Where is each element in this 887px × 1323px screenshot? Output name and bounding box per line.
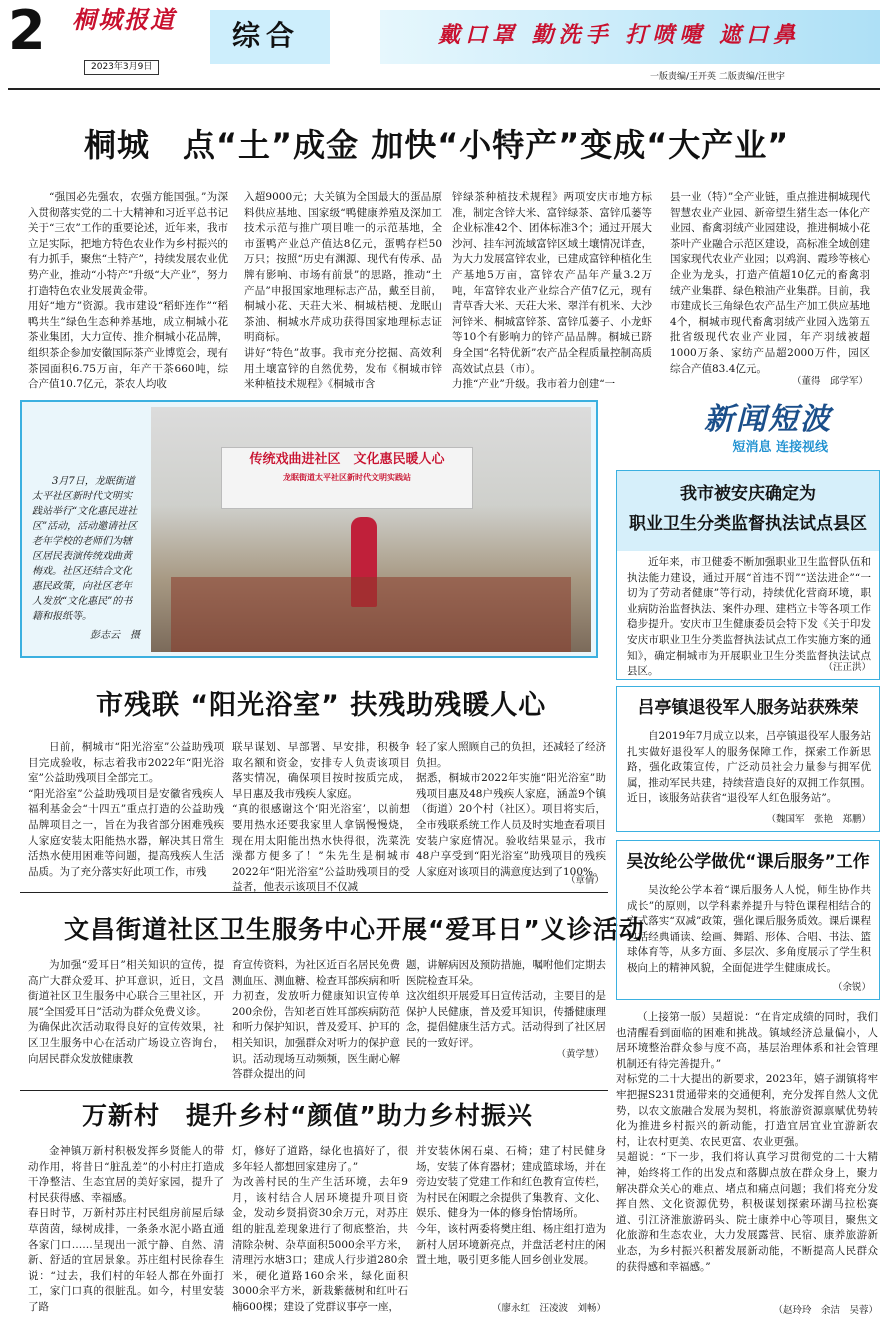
article3-col2-text: 育宣传资料，为社区近百名居民免费测血压、测血糖、检查耳部疾病和听力初查，发放听力健康知识宣传单200余份，告知老百姓耳部疾病防范和听力保护知识，普及爱耳、护耳的相关知识，加强群众对听力的保护意识。活动现场互动频频，医生耐心解答群众提出的问	[232, 959, 400, 1081]
article2-column-2	[232, 740, 410, 894]
news-briefs-subtitle: 短消息 连接视线	[732, 440, 828, 455]
lead-column-4	[670, 190, 870, 376]
brief-3-text: 吴汝纶公学本着“课后服务人人悦，师生协作共成长”的原则，以学科素养提升与特色课程相结合的方式落实“双减”政策，强化课后服务质效。课后课程包括经典诵读、绘画、舞蹈、形体、合唱、书法、篮球体育等，从多方面、多层次、多角度展示了学生积极向上的精神风貌，全面促进学生健康成长。	[627, 884, 871, 974]
photo-banner-subtext: 龙眠街道太平社区新时代文明实践站	[283, 473, 411, 482]
article4-column-2	[232, 1144, 408, 1316]
article2-column-3	[416, 740, 606, 878]
lead-col1-text: “强国必先强农，农强方能国强。”为深入贯彻落实党的二十大精神和习近平总书记关于“三农”工作的重要论述，近年来，我市立足实际，把地方特色农业作为乡村振兴的有力抓手，聚焦“土特产”，持续发展农业优势产业，推动“小特产”升级“大产业”，努力打造特色农业发展黄金带。 用好“地方”资源。我市建设“稻虾连作”“稻鸭共生”绿色生态种养基地，成立桐城小花茶业集团，大力宣传、推介桐城小花品牌，组织茶企参加安徽国际茶产业博览会，现有茶园面积6.75万亩，年产干茶660吨，综合产值10.7亿元，茶农人均收	[28, 191, 228, 391]
continued-article	[616, 1010, 878, 1300]
paper-logo: 桐城报道	[72, 5, 176, 34]
article4-col2-text: 灯，修好了道路，绿化也搞好了，很多年轻人都想回家建房了。” 为改善村民的生产生活环境，去年9月，该村结合人居环境提升项目资金，发动乡贤捐资30余万元，对苏庄组的脏乱差现象进行了彻底整治，共清除杂树、杂草面积5000余平方米，清理污水塘3口；建成人行步道280余米，硬化道路160余米，绿化面积3000余平方米，新栽紫薇树和红叶石楠600棵；建设了党群议事亭一座，	[232, 1145, 408, 1313]
brief-1-byline: （汪正洪）	[823, 662, 871, 673]
brief-1-head	[617, 471, 879, 551]
news-briefs-title: 新闻短波	[704, 402, 832, 437]
article3-headline: 文昌街道社区卫生服务中心开展“爱耳日”义诊活动	[64, 915, 645, 944]
issue-date: 2023年3月9日	[84, 60, 159, 75]
photo-banner-text: 传统戏曲进社区 文化惠民暖人心	[249, 452, 445, 467]
photo-caption	[32, 474, 140, 643]
lead-col3-text: 锌绿茶种植技术规程》两项安庆市地方标准，制定含锌大米、富锌绿茶、富锌瓜蒌等企业标准42个、团体标准3个；通过开展大沙河、挂车河流域富锌区域土壤情况详查，为大力发展富锌农业，已建成富锌种植化生产基地5万亩，富锌农产品年产量3.2万吨，年富锌农业产业综合产值7亿元，现有青草香大米、天荘大米、翠洋有机米、大沙河锌米、桐城富锌茶、富锌瓜蒌子、小龙虾等10个有影响力的锌产品品牌。桐城已跻身全国“名特优新”农产品全程质量控制高质高效试点县（市）。 力推“产业”升级。我市着力创建“一	[452, 191, 652, 391]
article4-column-1	[28, 1144, 224, 1316]
page-number: 2	[8, 0, 46, 62]
brief-3-title: 吴汝纶公学做优“课后服务”工作	[626, 852, 870, 872]
section-name: 综合	[232, 19, 301, 52]
lead-column-1	[28, 190, 228, 390]
photo-caption-text: 3月7日，龙眠街道太平社区新时代文明实践站举行“文化惠民进社区”活动，活动邀请社区老年学校的老师们为辖区居民表演传统戏曲黄梅戏。社区还结合文化惠民政策，向社区老年人发放“文化惠民”的书籍和报纸等。	[32, 476, 138, 622]
brief-1-text: 近年来，市卫健委不断加强职业卫生监督队伍和执法能力建设，通过开展“首违不罚”“送法进企”“一切为了劳动者健康”等行动，持续优化营商环境，职业病防治监督执法、案件办理、建档立卡等各项工作稳步提升。安庆市卫生健康委员会特下发《关于印发安庆市职业卫生分类监督执法试点工作实施方案的通知》，确定桐城市为开展职业卫生分类监督执法试点县区。	[627, 556, 871, 678]
article2-headline: 市残联 “阳光浴室” 扶残助残暖人心	[96, 690, 547, 721]
article3-byline: （黄学慧）	[556, 1049, 604, 1060]
event-photo	[151, 407, 591, 652]
slogan-text: 戴口罩 勤洗手 打喷嚏 遮口鼻	[438, 22, 800, 48]
brief-2-text: 自2019年7月成立以来，吕亭镇退役军人服务站扎实做好退役军人的服务保障工作，探索工作新思路，强化政策宣传，广泛动员社会力量参与拥军优属，推动军民共建，持续营造良好的双拥工作氛围。近日，该服务站获省“退役军人红色服务站”。	[627, 730, 871, 805]
article2-col2-text: 联早谋划、早部署、早安排，积极争取名额和资金，安排专人负责该项目落实情况，确保项目按时按质完成，早日惠及我市残疾人家庭。 “真的很感谢这个‘阳光浴室’，以前想要用热水还要我家里人拿锅慢慢烧，现在用太阳能出热水快得很，洗菜洗澡都方便多了！”朱先生是桐城市2022年“阳光浴室”公益助残项目的受益者，他表示该项目不仅减	[232, 741, 410, 894]
article3-col1-text: 为加强“爱耳日”相关知识的宣传，提高广大群众爱耳、护耳意识，近日，文昌街道社区卫生服务中心联合三里社区，开展“全国爱耳日”活动为群众免费义诊。 为确保此次活动取得良好的宣传效果，社区卫生服务中心在活动广场设立咨询台，向居民群众发放健康教	[28, 959, 224, 1065]
lead-col4-text: 县一业（特）”全产业链，重点推进桐城现代智慧农业产业园、新帝望生猪生态一体化产业园、畜禽羽绒产业园建设，推进桐城小花茶叶产业融合示范区建设，高标准全域创建国家现代农业产业园；以鸡润、霞珍等核心企业为龙头，打造产值超10亿元的畜禽羽绒产业集群、绿色粮油产业集群。目前，我市建成长三角绿色农产品生产加工供应基地4个，桐城市现代畜禽羽绒产业园入选第五批省级现代农业产业园，年产羽绒被超1000万条、家纺产品超2000万件，园区综合产值83.4亿元。	[670, 191, 870, 375]
brief-1-title-line1: 我市被安庆确定为	[680, 484, 816, 504]
article3-col3-text: 题，讲解病因及预防措施，嘱咐他们定期去医院检查耳朵。 这次组织开展爱耳日宣传活动，主要目的是保护人民健康，普及爱耳知识，传播健康理念，提倡健康生活方式。活动得到了社区居民的一致好评。	[406, 959, 606, 1049]
article4-column-3	[416, 1144, 606, 1300]
brief-1	[616, 470, 880, 680]
article3-column-2	[232, 958, 400, 1086]
photo-credit: 彭志云 摄	[90, 630, 140, 641]
continued-article-text: （上接第一版）吴超说：“在肯定成绩的同时，我们也清醒看到面临的困难和挑战。镇域经济总量偏小，人居环境整治群众参与度不高，基层治理体系和社会管理机制还有待完善提升。” 对标党的二十大提出的新要求，2023年，嬉子湖镇将牢牢把握S231贯通带来的交通便利，充分发挥自然人文优势，以农文旅融合发展为契机，将旅游资源禀赋优势转化为推进乡村振兴的新动能，打造宜居宜业宜游新农村，让农村更美、农民更富、农业更强。 吴超说：“下一步，我们将认真学习贯彻党的二十大精神，始终将工作的出发点和落脚点放在群众身上，聚力解决群众关心的难点、堵点和痛点问题；我们将充分发挥自然、文化资源优势，积极谋划探索环湖马拉松赛道、引江济淮旅游码头、院士康养中心等项目，聚焦文化旅游和生态农业，大力发展露营、民宿、康养旅游新业态，为乡村振兴积蓄发展新动能，不断提高人民群众的获得感和幸福感。”	[616, 1011, 878, 1273]
article4-headline: 万新村 提升乡村“颜值”助力乡村振兴	[82, 1101, 533, 1130]
article2-byline: （章倩）	[565, 875, 604, 886]
article4-col1-text: 金神镇万新村积极发挥乡贤能人的带动作用，将昔日“脏乱差”的小村庄打造成干净整洁、生态宜居的美好家园，提升了村民获得感、幸福感。 春日时节，万新村苏庄村民组房前屋后绿草茵茵，绿树成排，一条条水泥小路直通各家门口……呈现出一派宁静、自然、清新、舒适的宜居景象。苏庄组村民徐春生说：“过去，我们村的年轻人都在外面打工，家门口真的很脏乱。如今，村里安装了路	[28, 1145, 224, 1313]
photo-stage-banner	[221, 447, 473, 509]
article2-col1-text: 日前，桐城市“阳光浴室”公益助残项目完成验收，标志着我市2022年“阳光浴室”公益助残项目全部完工。 “阳光浴室”公益助残项目是安徽省残疾人福利基金会“十四五”重点打造的公益助残品牌项目之一，旨在为我省部分困难残疾人家庭安装太阳能热水器，解决其日常生活热水使用困难等问题，提高残疾人生活品质。为了充分落实好此项工作，市残	[28, 741, 224, 878]
lead-byline: （董得 邱学军）	[791, 376, 868, 387]
brief-3	[616, 840, 880, 1000]
article4-byline: （廖永红 汪凌波 刘畅）	[491, 1303, 606, 1314]
article4-col3-text: 并安装休闲石桌、石椅；建了村民健身场，安装了体育器材；建成篮球场，并在旁边安装了党建工作和红色教育宣传栏，为村民在闲暇之余提供了集教育、文化、娱乐、健身为一体的修身怡情场所。 今年，该村两委将樊庄组、杨庄组打造为新村人居环境新亮点，并盘活老村庄的闲置土地，吸引更多能人回乡创业发展。	[416, 1145, 606, 1267]
article2-col3-text: 轻了家人照顾自己的负担，还减轻了经济负担。 据悉，桐城市2022年实施“阳光浴室”助残项目惠及48户残疾人家庭，涵盖9个镇（街道）20个村（社区）。项目将实后，全市残联系统工作人员及时实地查看项目安装户家庭情况。验收结果显示，我市48户享受到“阳光浴室”助残项目的残疾人家庭对该项目的满意度达到了100%。	[416, 741, 606, 878]
brief-1-title-line2: 职业卫生分类监督执法试点县区	[629, 514, 867, 534]
brief-2	[616, 686, 880, 832]
news-briefs-banner	[612, 403, 882, 465]
section-banner	[210, 10, 330, 64]
editors-line: 一版责编/王开英 二版责编/汪世宇	[650, 72, 785, 82]
lead-col2-text: 入超9000元；大关镇为全国最大的蛋品原料供应基地、国家级“鸭健康养殖及深加工技术示范与推广项目唯一的示范基地，全市蛋鸭产业总产值达8亿元，蛋鸭存栏50万只；按照“历史有渊源、现代有传承、品牌有影响、市场有前景”的思路，推动“土产品”申报国家地理标志产品，戴至目前，桐城小花、天荘大米、桐城桔梗、龙眠山茶油、桐城水芹成功获得国家地理标志证明商标。 讲好“特色”故事。我市充分挖掘、高效利用土壤富锌的自然优势，发布《桐城市锌米种植技术规程》《桐城市含	[244, 191, 442, 391]
brief-2-byline: （魏国军 张艳 郑鹏）	[766, 814, 871, 825]
brief-2-title: 吕亭镇退役军人服务站获殊荣	[637, 698, 859, 718]
lead-headline: 桐城 点“土”成金 加快“小特产”变成“大产业”	[84, 126, 790, 164]
brief-2-body	[627, 729, 871, 807]
article2-column-1	[28, 740, 224, 890]
audience-chairs	[171, 577, 571, 652]
article3-column-1	[28, 958, 224, 1086]
lead-column-2	[244, 190, 442, 390]
continued-article-byline: （赵玲玲 余洁 吴蓉）	[773, 1305, 878, 1316]
brief-3-byline: （余锐）	[832, 982, 871, 993]
brief-3-body	[627, 883, 871, 977]
lead-column-3	[452, 190, 652, 390]
article3-column-3	[406, 958, 606, 1049]
slogan-banner	[380, 10, 880, 64]
